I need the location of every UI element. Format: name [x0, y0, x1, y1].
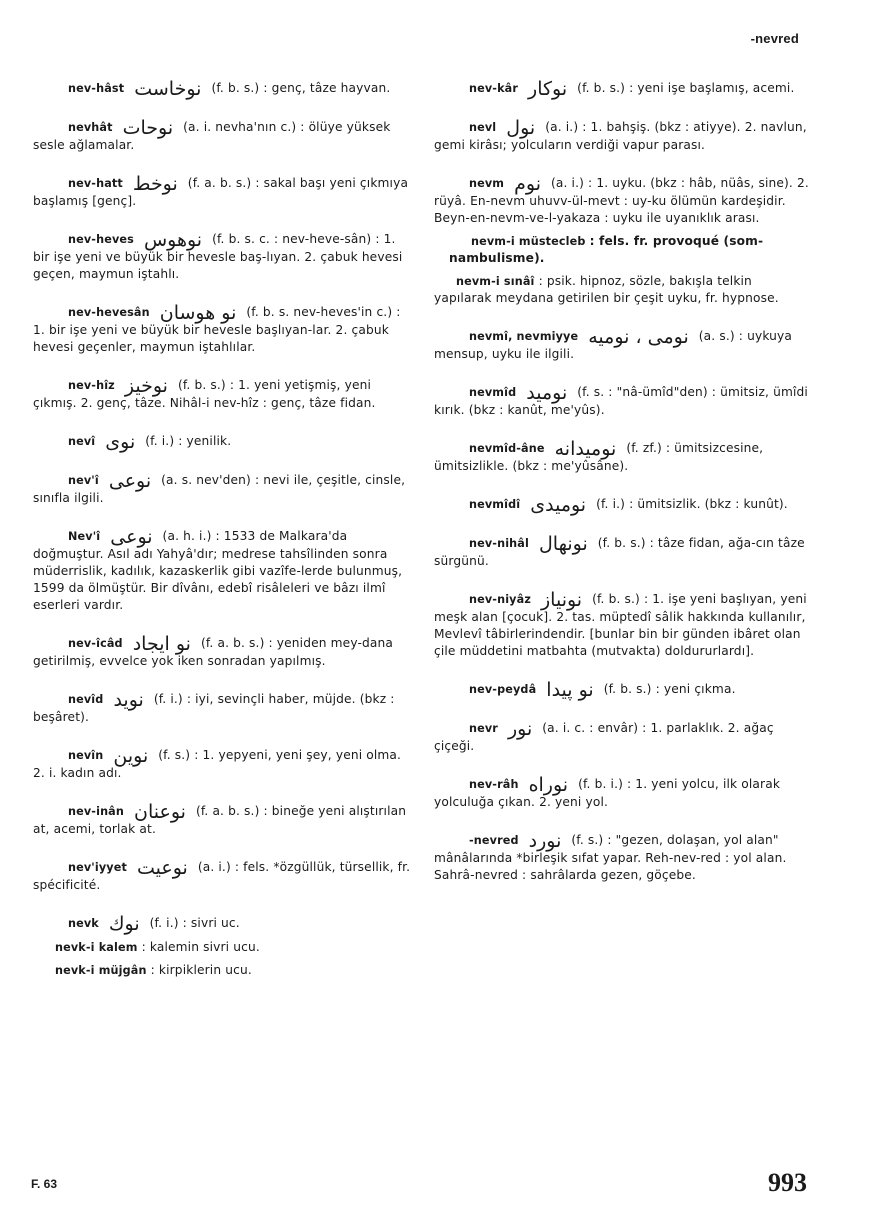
- headword: nevl: [469, 121, 497, 134]
- right-column: [434, 80, 812, 905]
- dictionary-entry: [33, 80, 411, 98]
- dictionary-entry: [33, 175, 411, 210]
- headword: nev'iyyet: [68, 861, 127, 874]
- dictionary-entry: [33, 859, 411, 894]
- arabic-script: نونهال: [539, 533, 588, 555]
- headword: nev-nihâl: [469, 537, 529, 550]
- dictionary-entry: [33, 528, 411, 614]
- arabic-script: نوميدى: [530, 494, 587, 516]
- guide-word: -nevred: [750, 31, 799, 46]
- arabic-script: نوى: [105, 431, 136, 453]
- headword: nevmîd: [469, 386, 517, 399]
- headword: nevm: [469, 177, 505, 190]
- definition: (f. i.) : yenilik.: [145, 434, 232, 448]
- headword: nevhât: [68, 121, 113, 134]
- dictionary-entry: [33, 803, 411, 838]
- definition: (f. a. b. s.) : sakal başı yeni çıkmıya başlamış [genç].: [33, 176, 409, 208]
- arabic-script: نوم: [514, 173, 541, 195]
- dictionary-entry: [434, 832, 812, 884]
- arabic-script: نو پيدا: [546, 679, 594, 701]
- definition: (a. i. c. : envâr) : 1. parlaklık. 2. ağaç çiçeği.: [434, 721, 774, 753]
- definition: (f. b. i.) : 1. yeni yolcu, ilk olarak yolculuğa çıkan. 2. yeni yol.: [434, 777, 781, 809]
- arabic-script: نوك: [108, 913, 140, 935]
- arabic-script: نوميد: [526, 382, 568, 404]
- definition: (a. h. i.) : 1533 de Malkara'da doğmuştur. Asıl adı Yahyâ'dır; medrese tahsîlinden sonra müderrislik, kadılık, kazaskerlik gibi vazîfe-lerde bulunmuş, 1599 da ölmüştür. Bir dîvânı, edebî risâleleri ve bâzı ilmî eserleri vardır.: [33, 529, 403, 612]
- arabic-script: نوميدانه: [554, 438, 617, 460]
- headword: Nev'î: [68, 530, 101, 543]
- headword: nev-hîz: [68, 379, 115, 392]
- definition: (a. i. nevha'nın c.) : ölüye yüksek sesle ağlamalar.: [33, 120, 391, 152]
- definition: : kalemin sivri ucu.: [141, 940, 260, 954]
- headword: nev-peydâ: [469, 683, 537, 696]
- definition: (f. a. b. s.) : bineğe yeni alıştırılan at, acemi, torlak at.: [33, 804, 407, 836]
- headword: nev-heves: [68, 233, 134, 246]
- arabic-script: نوعيت: [136, 857, 188, 879]
- arabic-script: نوعنان: [134, 801, 186, 823]
- dictionary-entry: [434, 440, 812, 475]
- definition: (f. s. : "nâ-ümîd"den) : ümitsiz, ümîdi kırık. (bkz : kanût, me'yûs).: [434, 385, 808, 417]
- definition: (f. b. s.) : 1. işe yeni başlıyan, yeni meşk alan [çocuk]. 2. tas. müptedî sâlik hakkında kullanılır, Mevlevî tâbirlerindendir. [bunlar bin bir günden ibâret olan çile müddetini matbahta (mutvakta) doldururlardı].: [434, 592, 807, 658]
- dictionary-entry: [33, 915, 411, 933]
- headword: nev-hatt: [68, 177, 123, 190]
- definition: (f. zf.) : ümitsizcesine, ümitsizlikle. (bkz : me'yûsâne).: [434, 441, 764, 473]
- left-column: [33, 80, 411, 1000]
- definition: : kirpiklerin ucu.: [150, 963, 252, 977]
- headword: nevîn: [68, 749, 104, 762]
- headword: nev-îcâd: [68, 637, 123, 650]
- dictionary-entry: [434, 681, 812, 699]
- definition: (f. b. s.) : tâze fidan, ağa-cın tâze sürgünü.: [434, 536, 805, 568]
- arabic-script: نوخط: [132, 173, 178, 195]
- dictionary-entry: [33, 635, 411, 670]
- dictionary-entry: [434, 119, 812, 154]
- arabic-script: نوخيز: [124, 375, 168, 397]
- headword: nevmîd-âne: [469, 442, 545, 455]
- arabic-script: نوعى: [108, 470, 152, 492]
- arabic-script: نوين: [113, 745, 149, 767]
- dictionary-entry: [434, 496, 812, 514]
- arabic-script: نويد: [113, 689, 144, 711]
- dictionary-entry: [33, 691, 411, 726]
- headword: nev-hevesân: [68, 306, 150, 319]
- dictionary-subentry: [33, 962, 411, 979]
- arabic-script: نوكار: [528, 78, 568, 100]
- arabic-script: نونياز: [541, 589, 583, 611]
- arabic-script: نومى ، نوميه: [588, 326, 689, 348]
- dictionary-entry: [434, 384, 812, 419]
- dictionary-entry: [33, 304, 411, 356]
- dictionary-subentry: [434, 233, 812, 267]
- headword: nev-hâst: [68, 82, 125, 95]
- definition: (f. b. s. c. : nev-heve-sân) : 1. bir işe yeni ve büyük bir hevesle baş-lıyan. 2. çabuk hevesi geçen, maymun iştahlı.: [33, 232, 403, 281]
- definition: : fels. fr. provoqué (som-nambulisme).: [449, 234, 764, 265]
- page-number: 993: [768, 1168, 807, 1197]
- dictionary-entry: [434, 80, 812, 98]
- definition: (f. i.) : ümitsizlik. (bkz : kunût).: [596, 497, 788, 511]
- dictionary-entry: [33, 231, 411, 283]
- dictionary-entry: [33, 433, 411, 451]
- arabic-script: نوعى: [110, 526, 153, 548]
- definition: (a. i.) : 1. uyku. (bkz : hâb, nüâs, sine). 2. rüyâ. En-nevm uhuvv-ül-mevt : uy-ku ölümün kardeşidir. Beyn-en-nevm-ve-l-yakaza : uyku ile uyanıklık arası.: [434, 176, 809, 225]
- definition: (a. s. nev'den) : nevi ile, çeşitle, cinsle, sınıfla ilgili.: [33, 473, 406, 505]
- definition: (f. a. b. s.) : yeniden mey-dana getirilmiş, evvelce yok iken sonradan yapılmış.: [33, 636, 394, 668]
- headword: nevk: [68, 917, 99, 930]
- dictionary-entry: [33, 377, 411, 412]
- headword: nevm-i sınâî: [456, 275, 535, 288]
- definition: (a. i.) : 1. bahşiş. (bkz : atiyye). 2. navlun, gemi kirâsı; yolcuların verdiği vapur parası.: [434, 120, 807, 152]
- headword: nevk-i kalem: [55, 941, 138, 954]
- definition: (f. s.) : 1. yepyeni, yeni şey, yeni olma. 2. i. kadın adı.: [33, 748, 402, 780]
- arabic-script: نوحات: [122, 117, 174, 139]
- definition: (f. b. s.) : yeni işe başlamış, acemi.: [577, 81, 795, 95]
- definition: (a. i.) : fels. *özgüllük, türsellik, fr. spécificité.: [33, 860, 411, 892]
- headword: nevr: [469, 722, 498, 735]
- headword: nev-râh: [469, 778, 519, 791]
- arabic-script: نو هوسان: [159, 302, 237, 324]
- definition: : psik. hipnoz, sözle, bakışla telkin yapılarak meydana getirilen bir çeşit uyku, fr. hypnose.: [434, 274, 779, 305]
- definition: (f. i.) : sivri uc.: [149, 916, 240, 930]
- arabic-script: نور: [507, 718, 533, 740]
- arabic-script: نو ايجاد: [132, 633, 191, 655]
- dictionary-entry: [434, 175, 812, 227]
- definition: (f. i.) : iyi, sevinçli haber, müjde. (bkz : beşâret).: [33, 692, 395, 724]
- dictionary-entry: [33, 472, 411, 507]
- arabic-script: نورد: [528, 830, 562, 852]
- headword: nevk-i müjgân: [55, 964, 147, 977]
- dictionary-subentry: [33, 939, 411, 956]
- printer-signature: F. 63: [31, 1177, 58, 1191]
- headword: nevîd: [68, 693, 104, 706]
- dictionary-subentry: [434, 273, 812, 307]
- definition: (f. b. s.) : genç, tâze hayvan.: [211, 81, 391, 95]
- dictionary-entry: [434, 591, 812, 660]
- definition: (a. s.) : uykuya mensup, uyku ile ilgili.: [434, 329, 793, 361]
- arabic-script: نوراه: [528, 774, 569, 796]
- headword: nevmîdî: [469, 498, 521, 511]
- definition: (f. s.) : "gezen, dolaşan, yol alan" mânâlarında *birleşik sıfat yapar. Reh-nev-red : yol alan. Sahrâ-nevred : sahrâlarda gezen, göçebe.: [434, 833, 787, 882]
- dictionary-entry: [434, 328, 812, 363]
- arabic-script: نوهوس: [143, 229, 203, 251]
- headword: -nevred: [469, 834, 519, 847]
- definition: (f. b. s. nev-heves'in c.) : 1. bir işe yeni ve büyük bir hevesle başlıyan-lar. 2. çabuk hevesi geçenler, maymun iştahlılar.: [33, 305, 401, 354]
- headword: nev-inân: [68, 805, 125, 818]
- headword: nevmî, nevmiyye: [469, 330, 579, 343]
- dictionary-entry: [434, 535, 812, 570]
- dictionary-entry: [33, 747, 411, 782]
- dictionary-entry: [33, 119, 411, 154]
- headword: nev'î: [68, 474, 99, 487]
- definition: (f. b. s.) : 1. yeni yetişmiş, yeni çıkmış. 2. genç, tâze. Nihâl-i nev-hîz : genç, tâze fidan.: [33, 378, 376, 410]
- dictionary-entry: [434, 776, 812, 811]
- headword: nevm-i müstecleb: [471, 235, 586, 248]
- dictionary-entry: [434, 720, 812, 755]
- arabic-script: نوخاست: [134, 78, 202, 100]
- headword: nev-kâr: [469, 82, 519, 95]
- headword: nevî: [68, 435, 96, 448]
- arabic-script: نول: [506, 117, 536, 139]
- definition: (f. b. s.) : yeni çıkma.: [603, 682, 736, 696]
- headword: nev-niyâz: [469, 593, 531, 606]
